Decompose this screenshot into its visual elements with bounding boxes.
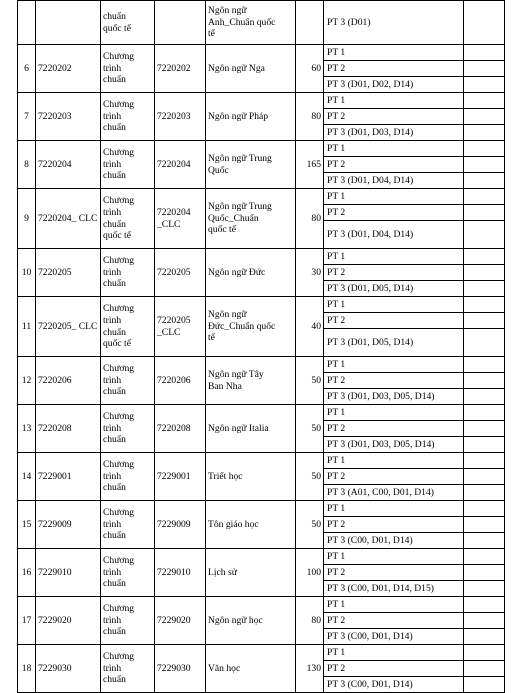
major-name-line: tế xyxy=(208,332,215,344)
stt-cell: 15 xyxy=(18,501,36,549)
program-type-line: Chương xyxy=(103,507,135,519)
extra-cell xyxy=(464,125,505,141)
table-row xyxy=(18,249,505,265)
extra-cell xyxy=(464,405,505,421)
major-code-cell: 7220204_ CLC xyxy=(36,189,101,249)
admission-method-cell: PT 1 xyxy=(324,189,464,205)
admission-method-cell: PT 2 xyxy=(324,61,464,77)
extra-cell xyxy=(464,437,505,453)
major-code2-cell: 7220202 xyxy=(155,45,206,93)
table-row xyxy=(18,189,505,205)
major-name-line: Ngôn ngữ xyxy=(208,309,247,321)
major-name-line: tế xyxy=(208,28,215,40)
table-row xyxy=(18,549,505,565)
quota-cell: 50 xyxy=(296,501,324,549)
major-name-line: Anh_Chuẩn quốc xyxy=(208,16,276,28)
extra-cell xyxy=(464,45,505,61)
major-code-cell: 7229009 xyxy=(36,501,101,549)
quota-cell: 50 xyxy=(296,357,324,405)
admission-method-cell: PT 1 xyxy=(324,453,464,469)
major-name-line: Ngôn ngữ Đức xyxy=(208,266,266,278)
admission-method-cell: PT 1 xyxy=(324,597,464,613)
extra-cell xyxy=(464,221,505,249)
program-type-line: trình xyxy=(103,374,122,386)
major-name-line: Ngôn ngữ học xyxy=(208,614,263,626)
major-code-cell: 7220205_ CLC xyxy=(36,297,101,357)
program-type-cell xyxy=(101,1,155,45)
major-name-cell xyxy=(206,501,296,549)
extra-cell xyxy=(464,265,505,281)
admission-method-cell: PT 3 (D01, D03, D05, D14) xyxy=(324,437,464,453)
program-type-line: trình xyxy=(103,266,122,278)
extra-cell xyxy=(464,469,505,485)
program-type-line: chuẩn xyxy=(103,482,126,494)
stt-cell: 13 xyxy=(18,405,36,453)
table-row xyxy=(18,1,505,45)
stt-cell: 7 xyxy=(18,93,36,141)
table-row xyxy=(18,597,505,613)
program-type-line: chuẩn xyxy=(103,122,126,134)
major-code-cell: 7229010 xyxy=(36,549,101,597)
stt-cell: 14 xyxy=(18,453,36,501)
major-code-cell xyxy=(36,1,101,45)
program-type-cell xyxy=(101,405,155,453)
admission-method-cell: PT 1 xyxy=(324,357,464,373)
stt-cell: 12 xyxy=(18,357,36,405)
major-name-line: Ngôn ngữ Tây xyxy=(208,368,264,380)
admission-method-cell: PT 3 (D01, D05, D14) xyxy=(324,281,464,297)
extra-cell xyxy=(464,613,505,629)
major-name-line: quốc tế xyxy=(208,224,236,236)
table-row xyxy=(18,645,505,661)
admissions-table-page xyxy=(17,0,504,693)
quota-cell: 40 xyxy=(296,297,324,357)
major-name-line: Ngôn ngữ xyxy=(208,5,247,17)
quota-cell: 60 xyxy=(296,45,324,93)
extra-cell xyxy=(464,549,505,565)
major-code2-cell: 7220203 xyxy=(155,93,206,141)
stt-cell: 10 xyxy=(18,249,36,297)
major-name-line: Đức_Chuẩn quốc xyxy=(208,320,276,332)
program-type-line: trình xyxy=(103,158,122,170)
program-type-line: trình xyxy=(103,110,122,122)
major-code2-cell: 7220204 xyxy=(155,141,206,189)
program-type-line: trình xyxy=(103,566,122,578)
admission-method-cell: PT 1 xyxy=(324,297,464,313)
admission-method-cell: PT 1 xyxy=(324,645,464,661)
program-type-line: chuẩn xyxy=(103,74,126,86)
major-code-cell: 7229030 xyxy=(36,645,101,693)
program-type-cell xyxy=(101,297,155,357)
program-type-line: trình xyxy=(103,614,122,626)
admission-method-cell: PT 2 xyxy=(324,517,464,533)
program-type-line: trình xyxy=(103,314,122,326)
program-type-cell xyxy=(101,501,155,549)
admission-method-cell: PT 3 (C00, D01, D14) xyxy=(324,677,464,693)
stt-cell: 8 xyxy=(18,141,36,189)
extra-cell xyxy=(464,189,505,205)
major-code-cell: 7229001 xyxy=(36,453,101,501)
admission-method-cell: PT 3 (D01, D04, D14) xyxy=(324,221,464,249)
program-type-line: Chương xyxy=(103,603,135,615)
program-type-cell xyxy=(101,249,155,297)
admission-method-cell: PT 2 xyxy=(324,421,464,437)
major-name-cell xyxy=(206,249,296,297)
admission-method-cell: PT 2 xyxy=(324,313,464,329)
admissions-table xyxy=(17,0,505,693)
extra-cell xyxy=(464,485,505,501)
program-type-line: chuẩn xyxy=(103,386,126,398)
admission-method-cell: PT 2 xyxy=(324,661,464,677)
table-row xyxy=(18,93,505,109)
major-name-line: Tôn giáo học xyxy=(208,518,259,530)
extra-cell xyxy=(464,597,505,613)
major-code2-cell: 7229009 xyxy=(155,501,206,549)
admission-method-cell: PT 1 xyxy=(324,45,464,61)
program-type-line: trình xyxy=(103,206,122,218)
quota-cell: 165 xyxy=(296,141,324,189)
table-body xyxy=(18,1,505,693)
major-code2-cell: 7220206 xyxy=(155,357,206,405)
extra-cell xyxy=(464,373,505,389)
quota-cell: 80 xyxy=(296,189,324,249)
program-type-line: Chương xyxy=(103,255,135,267)
extra-cell xyxy=(464,109,505,125)
program-type-cell xyxy=(101,645,155,693)
admission-method-line: PT 3 (D01) xyxy=(327,16,371,28)
major-code2-cell xyxy=(155,1,206,45)
program-type-line: trình xyxy=(103,62,122,74)
extra-cell xyxy=(464,205,505,221)
extra-cell xyxy=(464,453,505,469)
extra-cell xyxy=(464,1,505,45)
program-type-line: trình xyxy=(103,662,122,674)
quota-cell: 50 xyxy=(296,405,324,453)
program-type-line: trình xyxy=(103,470,122,482)
program-type-line: Chương xyxy=(103,459,135,471)
extra-cell xyxy=(464,313,505,329)
major-name-line: Văn học xyxy=(208,662,241,674)
major-name-cell xyxy=(206,597,296,645)
admission-method-cell: PT 2 xyxy=(324,109,464,125)
stt-cell xyxy=(18,1,36,45)
program-type-line: trình xyxy=(103,422,122,434)
quota-cell: 50 xyxy=(296,453,324,501)
admission-method-cell: PT 1 xyxy=(324,501,464,517)
admission-method-cell: PT 3 (C00, D01, D14) xyxy=(324,533,464,549)
stt-cell: 11 xyxy=(18,297,36,357)
quota-cell: 130 xyxy=(296,645,324,693)
extra-cell xyxy=(464,517,505,533)
program-type-cell xyxy=(101,141,155,189)
quota-cell: 80 xyxy=(296,93,324,141)
admission-method-cell: PT 1 xyxy=(324,141,464,157)
table-row xyxy=(18,141,505,157)
extra-cell xyxy=(464,565,505,581)
major-name-cell xyxy=(206,357,296,405)
extra-cell xyxy=(464,173,505,189)
major-code-cell: 7220202 xyxy=(36,45,101,93)
major-code2-cell: 7229010 xyxy=(155,549,206,597)
major-name-cell xyxy=(206,645,296,693)
program-type-line: chuẩn xyxy=(103,170,126,182)
table-row xyxy=(18,453,505,469)
extra-cell xyxy=(464,501,505,517)
program-type-line: chuẩn xyxy=(103,530,126,542)
extra-cell xyxy=(464,581,505,597)
program-type-line: chuẩn xyxy=(103,278,126,290)
major-name-cell xyxy=(206,405,296,453)
admission-method-cell: PT 3 (D01, D05, D14) xyxy=(324,329,464,357)
extra-cell xyxy=(464,533,505,549)
program-type-line: quốc tế xyxy=(103,22,131,34)
major-name-line: Quốc xyxy=(208,164,229,176)
quota-cell: 100 xyxy=(296,549,324,597)
program-type-line: chuẩn xyxy=(103,326,126,338)
admission-method-cell: PT 3 (D01, D04, D14) xyxy=(324,173,464,189)
major-name-cell xyxy=(206,297,296,357)
program-type-line: Chương xyxy=(103,411,135,423)
major-name-line: Ngôn ngữ Pháp xyxy=(208,110,269,122)
major-code2-cell: 7229030 xyxy=(155,645,206,693)
major-name-cell xyxy=(206,45,296,93)
major-name-cell xyxy=(206,93,296,141)
major-name-line: Quốc_Chuẩn xyxy=(208,212,259,224)
program-type-line: quốc tế xyxy=(103,338,131,350)
major-name-line: Ngôn ngữ Italia xyxy=(208,422,269,434)
admission-method-cell: PT 2 xyxy=(324,265,464,281)
admission-method-cell: PT 3 (D01, D03, D14) xyxy=(324,125,464,141)
program-type-cell xyxy=(101,357,155,405)
extra-cell xyxy=(464,645,505,661)
major-code2-cell: 7229001 xyxy=(155,453,206,501)
major-name-line: Ban Nha xyxy=(208,380,242,392)
extra-cell xyxy=(464,329,505,357)
admission-method-cell: PT 2 xyxy=(324,157,464,173)
extra-cell xyxy=(464,77,505,93)
major-code2-cell: 7220205 _CLC xyxy=(155,297,206,357)
program-type-line: Chương xyxy=(103,555,135,567)
major-name-cell xyxy=(206,453,296,501)
stt-cell: 16 xyxy=(18,549,36,597)
extra-cell xyxy=(464,389,505,405)
major-name-cell xyxy=(206,189,296,249)
admission-method-cell: PT 1 xyxy=(324,249,464,265)
stt-cell: 18 xyxy=(18,645,36,693)
major-code-cell: 7220206 xyxy=(36,357,101,405)
program-type-line: Chương xyxy=(103,99,135,111)
admission-method-cell xyxy=(324,1,464,45)
extra-cell xyxy=(464,297,505,313)
major-code2-cell: 7220208 xyxy=(155,405,206,453)
program-type-line: Chương xyxy=(103,195,135,207)
program-type-line: chuẩn xyxy=(103,218,126,230)
program-type-cell xyxy=(101,549,155,597)
major-code-cell: 7229020 xyxy=(36,597,101,645)
admission-method-cell: PT 1 xyxy=(324,405,464,421)
extra-cell xyxy=(464,661,505,677)
program-type-line: chuẩn xyxy=(103,434,126,446)
extra-cell xyxy=(464,421,505,437)
admission-method-cell: PT 3 (D01, D03, D05, D14) xyxy=(324,389,464,405)
stt-cell: 9 xyxy=(18,189,36,249)
major-code-cell: 7220208 xyxy=(36,405,101,453)
table-row xyxy=(18,297,505,313)
quota-cell: 80 xyxy=(296,597,324,645)
program-type-cell xyxy=(101,453,155,501)
extra-cell xyxy=(464,357,505,373)
quota-cell: 30 xyxy=(296,249,324,297)
major-code2-cell: 7220205 xyxy=(155,249,206,297)
major-name-cell xyxy=(206,141,296,189)
major-name-line: Lịch sử xyxy=(208,566,237,578)
program-type-cell xyxy=(101,189,155,249)
admission-method-cell: PT 2 xyxy=(324,469,464,485)
program-type-line: Chương xyxy=(103,651,135,663)
admission-method-cell: PT 2 xyxy=(324,373,464,389)
extra-cell xyxy=(464,249,505,265)
extra-cell xyxy=(464,157,505,173)
quota-cell xyxy=(296,1,324,45)
admission-method-cell: PT 1 xyxy=(324,549,464,565)
admission-method-cell: PT 2 xyxy=(324,565,464,581)
stt-cell: 17 xyxy=(18,597,36,645)
major-code-cell: 7220203 xyxy=(36,93,101,141)
program-type-line: Chương xyxy=(103,303,135,315)
table-row xyxy=(18,357,505,373)
extra-cell xyxy=(464,281,505,297)
major-name-cell xyxy=(206,549,296,597)
program-type-line: chuẩn xyxy=(103,10,126,22)
extra-cell xyxy=(464,629,505,645)
admission-method-cell: PT 1 xyxy=(324,93,464,109)
major-name-line: Ngôn ngữ Trung xyxy=(208,201,272,213)
admission-method-cell: PT 3 (A01, C00, D01, D14) xyxy=(324,485,464,501)
major-name-line: Triết học xyxy=(208,470,243,482)
program-type-cell xyxy=(101,45,155,93)
major-code-cell: 7220204 xyxy=(36,141,101,189)
major-name-line: Ngôn ngữ Nga xyxy=(208,62,265,74)
table-row xyxy=(18,501,505,517)
admission-method-cell: PT 2 xyxy=(324,613,464,629)
major-code2-cell: 7229020 xyxy=(155,597,206,645)
program-type-line: chuẩn xyxy=(103,674,126,686)
program-type-line: Chương xyxy=(103,363,135,375)
extra-cell xyxy=(464,61,505,77)
major-name-line: Ngôn ngữ Trung xyxy=(208,152,272,164)
admission-method-cell: PT 3 (C00, D01, D14, D15) xyxy=(324,581,464,597)
extra-cell xyxy=(464,93,505,109)
program-type-line: chuẩn xyxy=(103,578,126,590)
admission-method-cell: PT 2 xyxy=(324,205,464,221)
table-row xyxy=(18,45,505,61)
program-type-line: Chương xyxy=(103,51,135,63)
program-type-line: Chương xyxy=(103,147,135,159)
major-code-cell: 7220205 xyxy=(36,249,101,297)
program-type-cell xyxy=(101,93,155,141)
extra-cell xyxy=(464,141,505,157)
major-name-cell xyxy=(206,1,296,45)
program-type-line: quốc tế xyxy=(103,230,131,242)
program-type-line: chuẩn xyxy=(103,626,126,638)
program-type-cell xyxy=(101,597,155,645)
table-row xyxy=(18,405,505,421)
admission-method-cell: PT 3 (C00, D01, D14) xyxy=(324,629,464,645)
major-code2-cell: 7220204 _CLC xyxy=(155,189,206,249)
program-type-line: trình xyxy=(103,518,122,530)
stt-cell: 6 xyxy=(18,45,36,93)
admission-method-cell: PT 3 (D01, D02, D14) xyxy=(324,77,464,93)
